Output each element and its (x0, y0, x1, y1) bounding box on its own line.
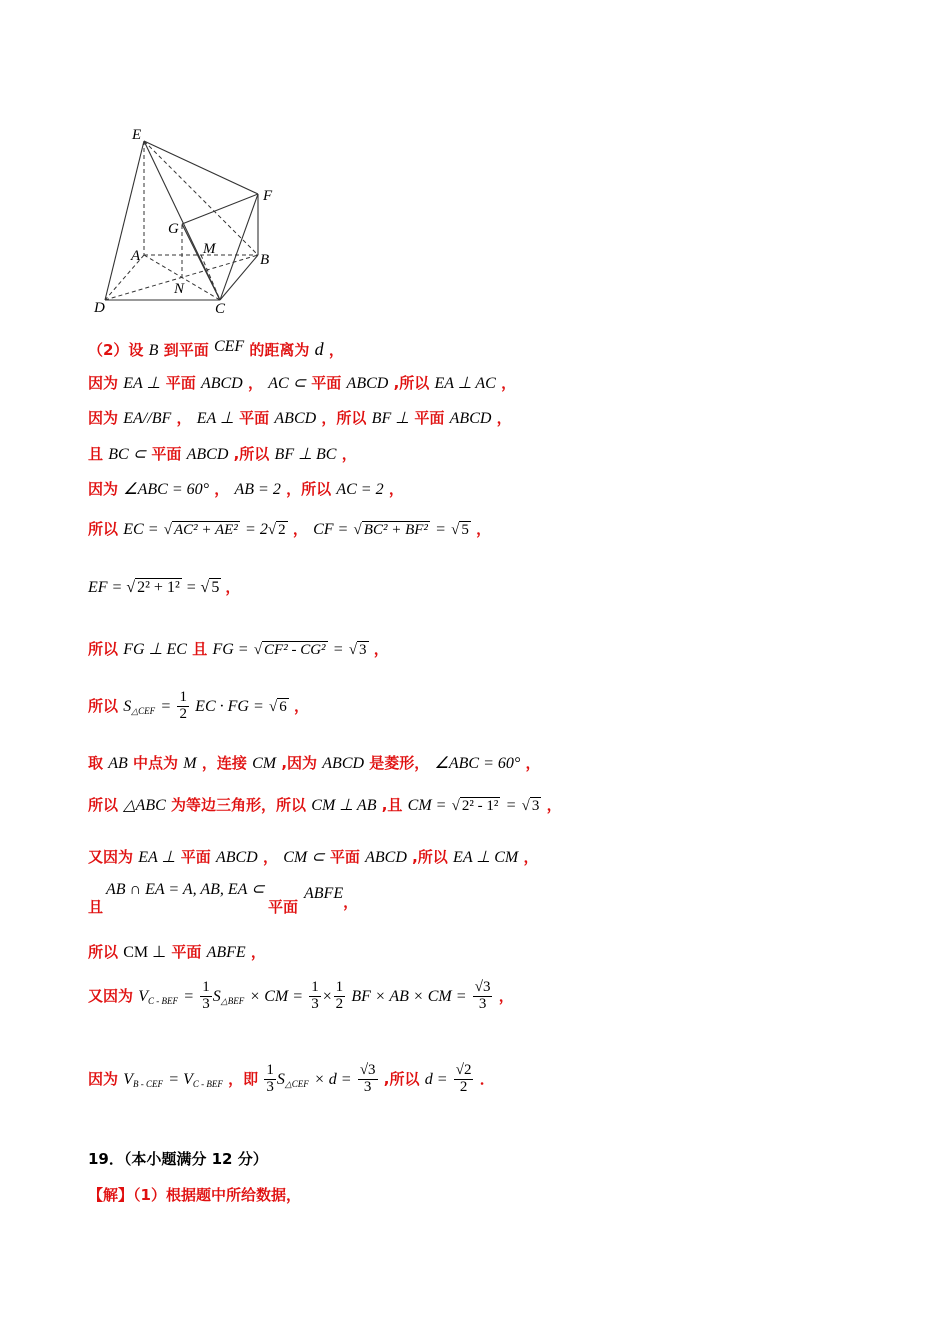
text: 为等边三角形，所以 (171, 796, 307, 814)
solution-line-2 (88, 372, 516, 393)
numerator: 1 (335, 979, 344, 995)
math: B (148, 342, 159, 359)
denominator: 3 (478, 995, 487, 1012)
math: BF ⊥ (371, 410, 410, 427)
solution-line-8 (88, 638, 389, 659)
math: FG = (212, 641, 249, 658)
text: 平面 (414, 409, 445, 427)
radicand: 2 (278, 522, 286, 538)
text: 的距离为 (249, 341, 310, 359)
text: 所以 (88, 520, 119, 538)
fraction (177, 690, 189, 723)
denominator: 2 (179, 705, 187, 722)
math: = (160, 697, 172, 715)
solution-line-11 (88, 794, 562, 815)
math: = (185, 579, 197, 596)
fraction (473, 980, 493, 1013)
radicand: 3 (531, 798, 540, 814)
math: EA ⊥ AC (434, 375, 496, 392)
text: 取 (88, 754, 104, 772)
math: V (138, 987, 149, 1005)
math: d (314, 339, 324, 359)
math: ABFE (206, 944, 246, 961)
text: ， (250, 943, 266, 961)
text: 因为 (88, 409, 119, 427)
text: 且 (192, 640, 208, 658)
solution-line-16 (88, 1063, 495, 1096)
text: 中点为 (133, 754, 179, 772)
radical: √ 6 (268, 698, 287, 715)
edge-EB (144, 141, 258, 255)
text: ，即 (228, 1069, 259, 1088)
radical: √ 2 (267, 522, 286, 538)
math: AC = 2 (336, 481, 384, 498)
fraction (264, 1063, 276, 1096)
radicand: 2² - 1² (461, 798, 499, 814)
math: ABCD (200, 375, 243, 392)
numerator: 1 (311, 979, 319, 995)
text: ． (479, 1069, 495, 1088)
text: ， (292, 520, 308, 538)
math: CM (252, 755, 277, 772)
problem-19-heading (88, 1148, 268, 1169)
edge-FC (220, 194, 258, 300)
math: ABCD (365, 849, 407, 866)
math: × CM = (249, 987, 304, 1005)
math: S (212, 987, 221, 1005)
label-E: E (132, 127, 142, 143)
edge-CB (220, 255, 258, 300)
solution-line-13-plane (268, 896, 298, 917)
text: ,所以 (412, 848, 448, 866)
radical: √ 5 (451, 522, 469, 538)
text: 所以 (88, 640, 119, 658)
math: d = (424, 1070, 448, 1088)
math: CM ⊥ (123, 944, 167, 961)
solution-line-1 (88, 338, 344, 360)
solution-line-9 (88, 690, 309, 723)
solution-line-13-math (106, 879, 265, 899)
math: CM ⊂ (283, 849, 325, 866)
math: EC · FG = (195, 697, 264, 715)
text: 平面 (165, 374, 196, 392)
text: ，连接 (201, 754, 247, 772)
denominator: 3 (311, 995, 319, 1012)
math: M (183, 755, 197, 772)
text: ， (176, 409, 192, 427)
math: BF ⊥ BC (274, 446, 337, 463)
text: 所以 (88, 796, 119, 814)
fraction (454, 1063, 474, 1096)
fraction (334, 980, 346, 1013)
radical: √ 3 (521, 798, 540, 814)
numerator: 1 (179, 689, 187, 705)
text: ， (293, 696, 309, 715)
radicand: 3 (482, 979, 491, 995)
radical: √ 3 (348, 642, 367, 658)
math: FG ⊥ EC (123, 641, 187, 658)
denominator: 3 (363, 1078, 372, 1095)
label-B: B (260, 252, 270, 268)
math-subscript: △CEF (284, 1078, 309, 1089)
text: 平面 (171, 943, 202, 961)
numerator: √2 (455, 1062, 472, 1078)
text: 平面 (239, 409, 270, 427)
geometry-figure (88, 120, 288, 320)
text: 因为 (88, 480, 119, 498)
math: V (123, 1070, 134, 1088)
solution-line-4 (88, 443, 357, 464)
radical: √ BC² + BF² (353, 522, 428, 538)
text: 平面 (151, 445, 182, 463)
text: ,所以 (233, 445, 270, 463)
solution-line-12 (88, 846, 539, 867)
edge-ED (105, 141, 144, 300)
solution-intro-text: （1）根据题中所给数据， (133, 1186, 301, 1204)
math: BC ⊂ (108, 446, 147, 463)
text: 又因为 (88, 848, 134, 866)
math: AB (108, 755, 128, 772)
math: EA ⊥ (138, 849, 176, 866)
text: ,因为 (281, 754, 318, 772)
label-A: A (131, 248, 141, 264)
math: = (183, 987, 195, 1005)
fraction (200, 980, 212, 1013)
math: S (276, 1070, 285, 1088)
math: CEF (213, 338, 245, 355)
text: ， (546, 796, 562, 814)
text: ， (388, 480, 404, 498)
label-D: D (94, 300, 105, 316)
text: ， (525, 754, 541, 772)
radicand: CF² - CG² (264, 642, 326, 658)
text: 且 (88, 898, 104, 916)
numerator: √3 (359, 1062, 376, 1078)
solution-line-7 (88, 576, 240, 597)
math: CF = (313, 521, 349, 538)
text: 平面 (180, 848, 211, 866)
text: ， (343, 893, 359, 911)
math: ABCD (274, 410, 317, 427)
math: ABFE (304, 885, 344, 902)
text: 平面 (329, 848, 360, 866)
text: 因为 (88, 374, 119, 392)
text: ， (341, 445, 357, 463)
radical: √ 2² + 1² (126, 579, 180, 596)
radicand: 6 (279, 698, 287, 715)
solution-line-13-text (88, 896, 103, 917)
math: ABCD (449, 410, 492, 427)
math: ∠ABC = 60° (434, 755, 521, 772)
math: = (332, 641, 344, 658)
math: = V (168, 1070, 193, 1088)
fraction (358, 1063, 378, 1096)
text: 又因为 (88, 986, 134, 1005)
text: 平面 (268, 898, 299, 916)
problem-19-solution-intro (88, 1184, 301, 1205)
edge-GF (182, 194, 258, 224)
radical: √ 2² - 1² (451, 798, 499, 814)
label-N: N (174, 281, 185, 297)
math: ABCD (215, 849, 258, 866)
math: EA ⊥ CM (453, 849, 519, 866)
math: S (123, 697, 132, 715)
denominator: 2 (335, 995, 344, 1012)
radicand: 3 (368, 1062, 376, 1078)
label-C: C (215, 301, 226, 317)
math: = (505, 797, 517, 814)
solution-line-5 (88, 478, 404, 499)
numerator: 1 (266, 1062, 274, 1078)
label-G: G (168, 221, 179, 237)
math: × d = (313, 1070, 352, 1088)
math: AB = 2 (234, 481, 281, 498)
solution-line-10 (88, 752, 541, 773)
text: ， (328, 341, 344, 359)
math: EC = (123, 521, 159, 538)
denominator: 3 (202, 995, 210, 1012)
text: ,且 (381, 796, 403, 814)
label-M: M (203, 241, 216, 257)
math: ∠ABC = 60° (123, 481, 210, 498)
math-subscript: B - CEF (133, 1078, 164, 1089)
text: ， (247, 374, 263, 392)
math-subscript: △CEF (131, 705, 156, 716)
math: ABCD (186, 446, 229, 463)
denominator: 3 (266, 1078, 274, 1095)
math: CM ⊥ AB (311, 797, 377, 814)
text: （2）设 (88, 341, 144, 359)
math: EA ⊥ (123, 375, 161, 392)
text: ,所以 (383, 1069, 420, 1088)
math-subscript: C - BEF (192, 1078, 223, 1089)
radicand: 2² + 1² (137, 579, 180, 596)
text: ， (262, 848, 278, 866)
solution-label: 【解】 (88, 1186, 134, 1204)
math: EF = (88, 579, 123, 596)
text: 平面 (311, 374, 342, 392)
math: EA//BF (123, 410, 172, 427)
radicand: 5 (461, 522, 469, 538)
math: BF × AB × CM = (351, 987, 467, 1005)
radicand: 5 (211, 579, 220, 596)
math: × (321, 987, 333, 1005)
solution-line-3 (88, 407, 512, 428)
radical: √ CF² - CG² (253, 642, 326, 658)
math: AB ∩ EA = A, AB, EA ⊂ (106, 881, 265, 898)
text: 因为 (88, 1069, 119, 1088)
math: AC ⊂ (268, 375, 307, 392)
text: ，所以 (286, 480, 332, 498)
text: ，所以 (321, 409, 367, 427)
text: ， (523, 848, 539, 866)
radicand: AC² + AE² (173, 522, 238, 538)
text: 是菱形， (369, 754, 430, 772)
text: ， (476, 520, 492, 538)
math: EA ⊥ (196, 410, 234, 427)
radicand: 3 (359, 642, 367, 658)
radical: √ 5 (200, 579, 220, 596)
edge-EF (144, 141, 258, 194)
text: 到平面 (163, 341, 209, 359)
radical: √ AC² + AE² (163, 522, 238, 538)
text: 所以 (88, 696, 119, 715)
math: ABCD (322, 755, 365, 772)
radicand: BC² + BF² (363, 522, 428, 538)
text: ， (501, 374, 517, 392)
numerator: √3 (474, 979, 491, 995)
math: = 2 (245, 521, 268, 538)
denominator: 2 (459, 1078, 468, 1095)
solution-line-6 (88, 518, 491, 539)
text: ， (373, 640, 389, 658)
math: ABCD (346, 375, 389, 392)
text: 且 (88, 445, 104, 463)
math: = (435, 521, 446, 538)
text: ， (225, 578, 241, 596)
radicand: 2 (463, 1062, 472, 1078)
solution-line-15 (88, 980, 514, 1013)
math-subscript: △BEF (220, 995, 245, 1006)
math: △ABC (123, 797, 166, 814)
text: ， (498, 986, 514, 1005)
label-F: F (263, 188, 273, 204)
text: 所以 (88, 943, 119, 961)
numerator: 1 (202, 979, 210, 995)
solution-line-13-plane-name (304, 882, 359, 911)
text: ,所以 (393, 374, 430, 392)
problem-heading-text: 19．（本小题满分 12 分） (88, 1150, 268, 1168)
text: ， (214, 480, 230, 498)
text: ， (496, 409, 512, 427)
math-subscript: C - BEF (148, 995, 179, 1006)
math: CM = (407, 797, 447, 814)
fraction (309, 980, 321, 1013)
solution-line-14 (88, 941, 266, 962)
